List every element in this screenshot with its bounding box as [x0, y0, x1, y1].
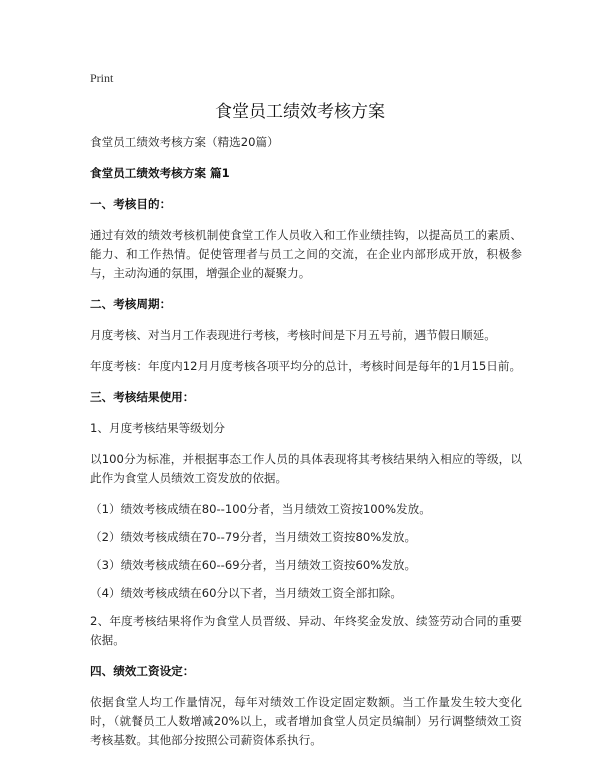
list-item: （2）绩效考核成绩在70--79分者，当月绩效工资按80%发放。 [90, 530, 417, 544]
paragraph-salary: 依据食堂人均工作量情况，每年对绩效工作设定固定数额。当工作量发生较大变化时，（就餐员工人数增减20%以上，或者增加食堂人员定员编制）另行调整绩效工资考核基数。其他部分按照公司薪资体系执行。 [90, 695, 522, 747]
list-item: （1）绩效考核成绩在80--100分者，当月绩效工资按100%发放。 [90, 502, 431, 516]
heading-cycle: 二、考核周期： [90, 297, 172, 311]
list-item: （3）绩效考核成绩在60--69分者，当月绩效工资按60%发放。 [90, 558, 417, 572]
heading-purpose: 一、考核目的： [90, 197, 172, 211]
document-body [90, 133, 522, 762]
page-title: 食堂员工绩效考核方案 [215, 102, 385, 122]
subtitle: 食堂员工绩效考核方案（精选20篇） [90, 135, 279, 149]
paragraph-annual: 年度考核：年度内12月月度考核各项平均分的总计，考核时间是每年的1月15日前。 [90, 359, 522, 373]
print-label: Print [90, 71, 114, 85]
paragraph-monthly: 月度考核、对当月工作表现进行考核，考核时间是下月五号前，遇节假日顺延。 [90, 328, 496, 342]
heading-results: 三、考核结果使用： [90, 390, 195, 404]
list-item: （4）绩效考核成绩在60分以下者，当月绩效工资全部扣除。 [90, 586, 402, 600]
heading-salary: 四、绩效工资设定： [90, 664, 195, 678]
paragraph-annual-use: 2、年度考核结果将作为食堂人员晋级、异动、年终奖金发放、续签劳动合同的重要依据。 [90, 614, 522, 647]
paragraph-standard: 以100分为标准，并根据事态工作人员的具体表现将其考核结果纳入相应的等级，以此作为食堂人员绩效工资发放的依据。 [90, 452, 522, 485]
section-title: 食堂员工绩效考核方案 篇1 [90, 166, 230, 180]
paragraph-grading: 1、月度考核结果等级划分 [90, 421, 225, 435]
paragraph-purpose: 通过有效的绩效考核机制使食堂工作人员收入和工作业绩挂钩，以提高员工的素质、能力、和工作热情。促使管理者与员工之间的交流，在企业内部形成开放，积极参与，主动沟通的氛围，增强企业的凝聚力。 [90, 228, 522, 280]
